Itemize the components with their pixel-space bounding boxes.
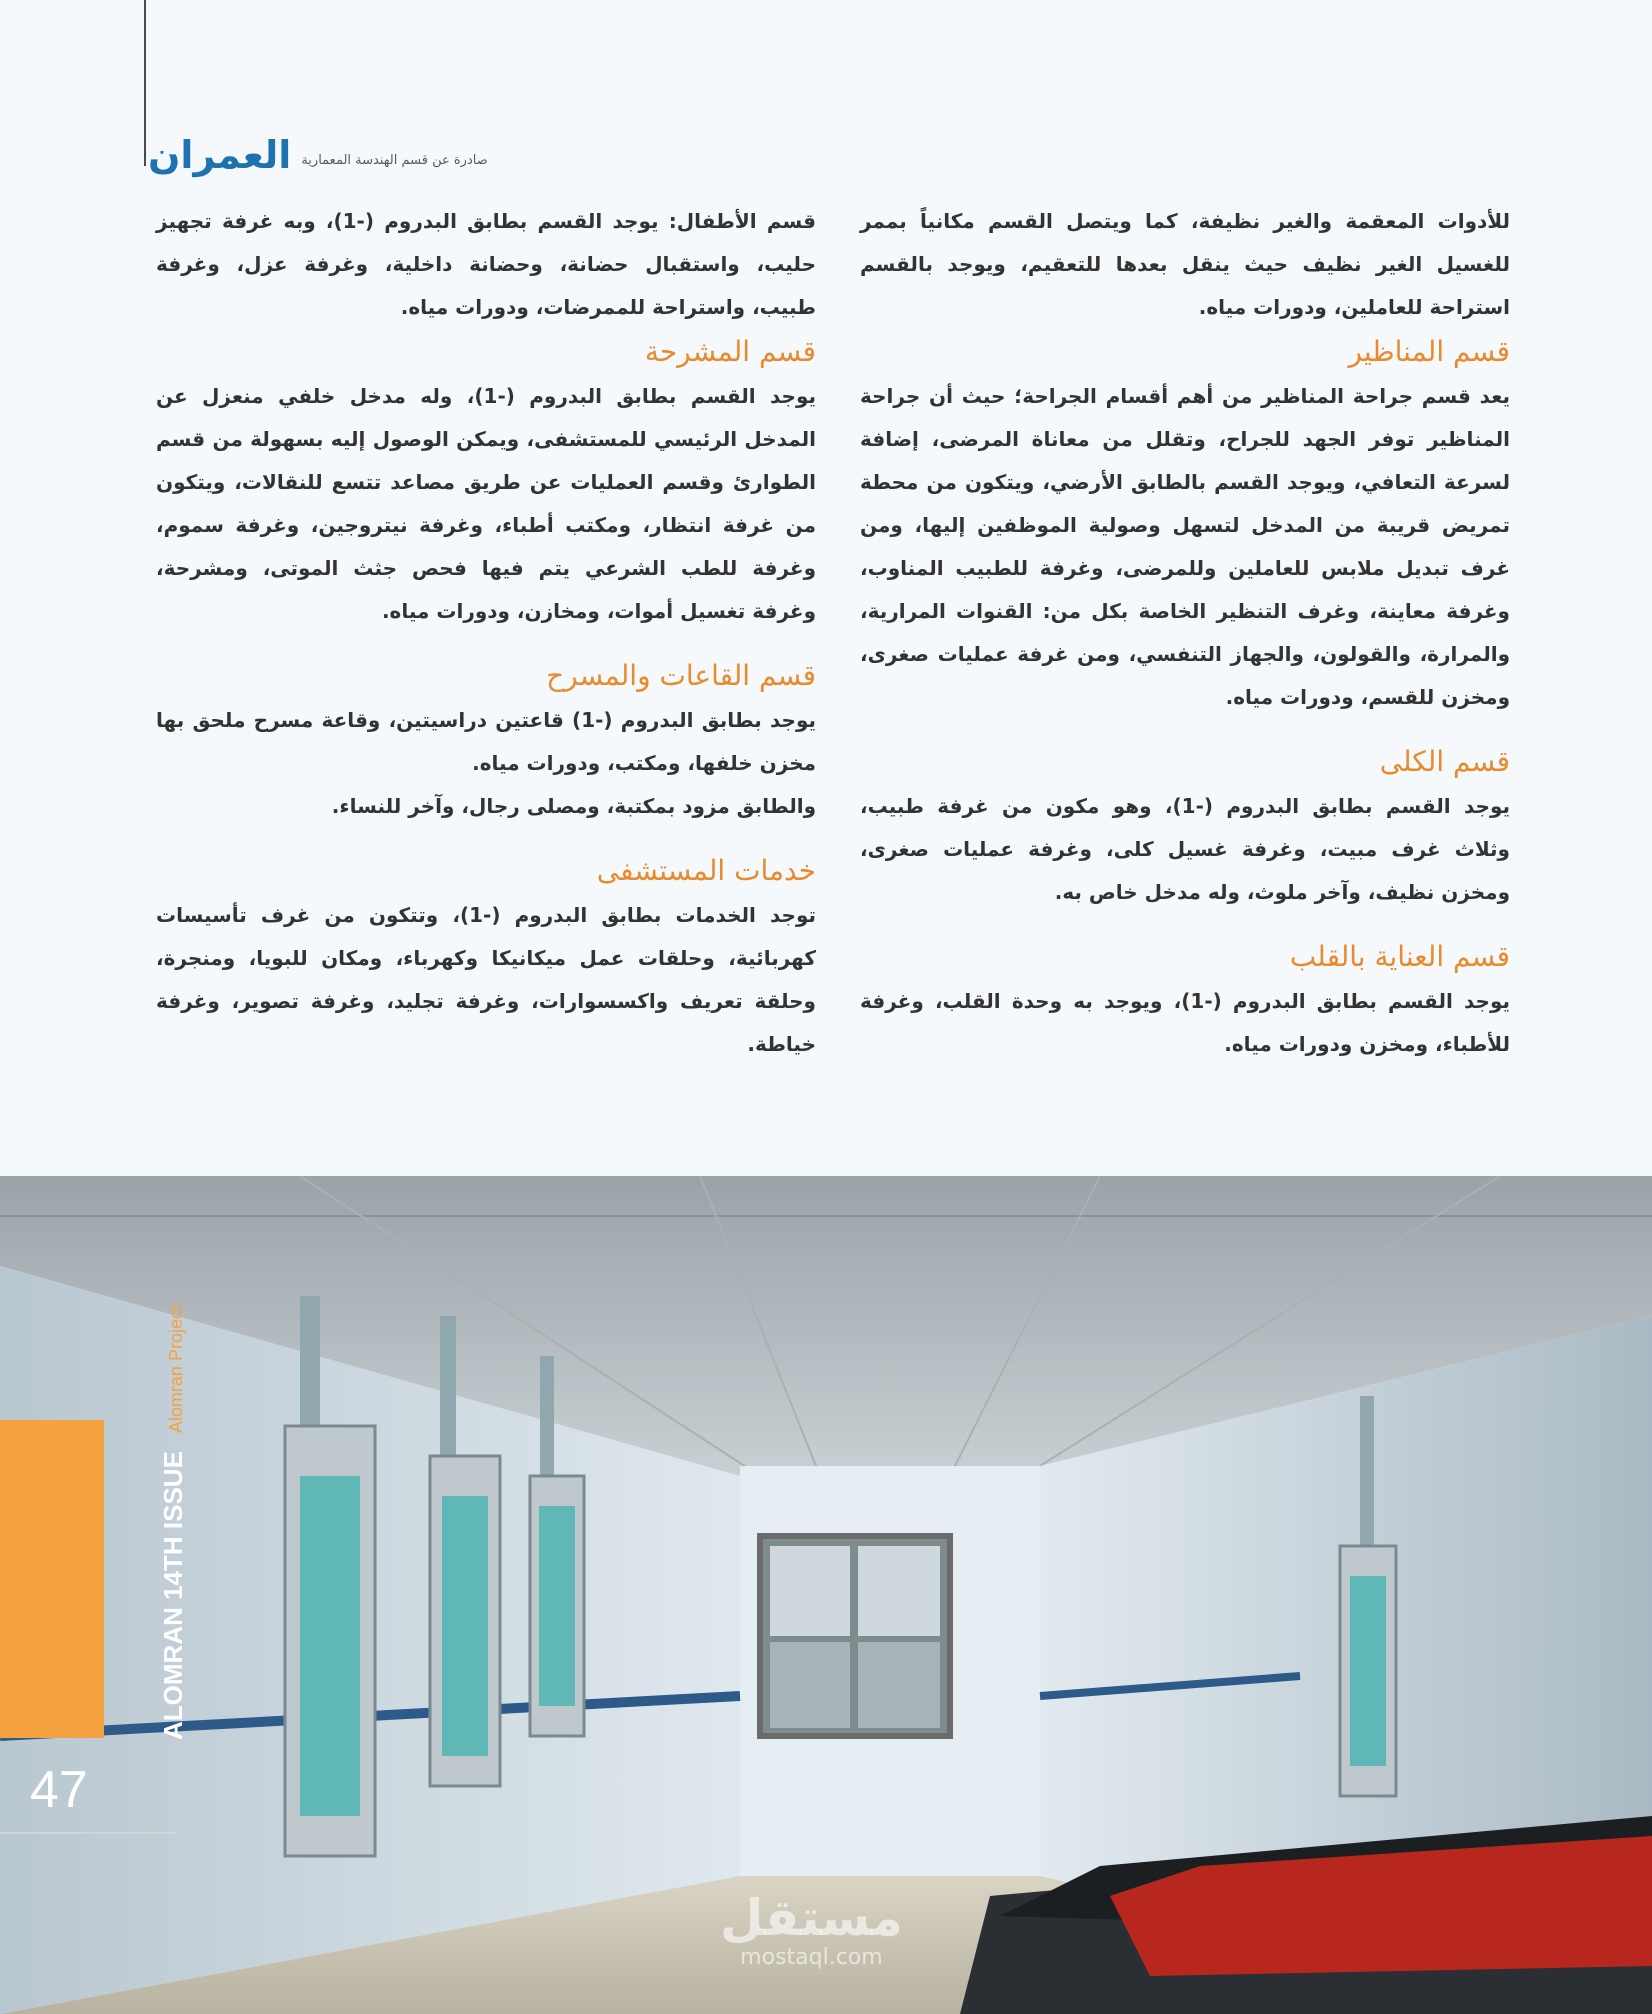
project-label: Alomran Project <box>166 1305 186 1434</box>
issue-label: ALOMRAN 14TH ISSUE <box>158 1451 188 1740</box>
endoscopy-paragraph: يعد قسم جراحة المناظير من أهم أقسام الجراحة؛ حيث أن جراحة المناظير توفر الجهد للجراح، وتقلل من معاناة المرضى، إضافة لسرعة التعافي، ويوجد القسم بالطابق الأرضي، ويتكون من محطة تمريض قريبة من المدخل لتسهل وصولية الموظفين إليها، ومن غرف تبديل ملابس للعاملين وللمرضى، وغرفة للطبيب المناوب، وغرفة معاينة، وغرف التنظير الخاصة بكل من: القنوات المرارية، والمرارة، والقولون، والجهاز التنفسي، ومن غرفة عمليات صغرى، ومخزن للقسم، ودورات مياه. <box>860 384 1510 709</box>
pediatrics-paragraph: قسم الأطفال: يوجد القسم بطابق البدروم (-1)، وبه غرفة تجهيز حليب، واستقبال حضانة، وحضانة داخلية، وغرفة عزل، وغرفة طبيب، واستراحة للممرضات، ودورات مياه. <box>156 209 816 319</box>
halls-paragraph-2: والطابق مزود بمكتبة، ومصلى رجال، وآخر للنساء. <box>331 794 816 818</box>
page-number: 47 <box>30 1761 88 1819</box>
watermark <box>720 1890 903 1970</box>
spine-text <box>158 1305 189 1740</box>
cardiac-paragraph: يوجد القسم بطابق البدروم (-1)، ويوجد به وحدة القلب، وغرفة للأطباء، ومخزن ودورات مياه. <box>860 989 1511 1056</box>
left-column <box>156 200 816 1066</box>
masthead <box>148 124 488 177</box>
page-number-rule <box>0 1832 176 1834</box>
morgue-heading: قسم المشرحة <box>644 335 816 368</box>
halls-paragraph-1: يوجد بطابق البدروم (-1) قاعتين دراسيتين، وقاعة مسرح ملحق بها مخزن خلفها، ومكتب، ودورات مياه. <box>156 708 817 775</box>
watermark-latin: mostaql.com <box>740 1945 883 1970</box>
right-column <box>860 200 1510 1066</box>
morgue-paragraph: يوجد القسم بطابق البدروم (-1)، وله مدخل خلفي منعزل عن المدخل الرئيسي للمستشفى، ويمكن الوصول إليه بسهولة من قسم الطوارئ وقسم العمليات عن طريق مصاعد تتسع للنقالات، ويتكون من غرفة انتظار، ومكتب أطباء، وغرفة نيتروجين، وغرفة سموم، وغرفة للطب الشرعي يتم فيها فحص جثث الموتى، ومشرحة، وغرفة تغسيل أموات، ومخازن، ودورات مياه. <box>156 384 817 623</box>
masthead-rule <box>144 0 146 166</box>
issue-color-block <box>0 1420 104 1738</box>
magazine-logo: العمران <box>148 133 292 177</box>
masthead-tagline: صادرة عن قسم الهندسة المعمارية <box>301 153 488 168</box>
services-heading: خدمات المستشفى <box>596 854 816 887</box>
kidney-heading: قسم الكلى <box>1379 745 1510 778</box>
services-paragraph: توجد الخدمات بطابق البدروم (-1)، وتتكون من غرف تأسيسات كهربائية، وحلقات عمل ميكانيكا وكهرباء، ومكان للبويا، ومنجرة، وحلقة تعريف واكسسوارات، وغرفة تجليد، وغرفة تصوير، وغرفة خياطة. <box>156 903 816 1056</box>
cardiac-heading: قسم العناية بالقلب <box>1289 940 1510 973</box>
halls-heading: قسم القاعات والمسرح <box>546 659 816 692</box>
endoscopy-heading: قسم المناظير <box>1348 335 1510 368</box>
watermark-arabic: مستقل <box>720 1889 903 1947</box>
intro-paragraph: للأدوات المعقمة والغير نظيفة، كما ويتصل القسم مكانياً بممر للغسيل الغير نظيف حيث ينقل بعدها للتعقيم، ويوجد بالقسم استراحة للعاملين، ودورات مياه. <box>860 209 1510 319</box>
kidney-paragraph: يوجد القسم بطابق البدروم (-1)، وهو مكون من غرفة طبيب، وثلاث غرف مبيت، وغرفة غسيل كلى، وغرفة عمليات صغرى، ومخزن نظيف، وآخر ملوث، وله مدخل خاص به. <box>860 794 1510 904</box>
